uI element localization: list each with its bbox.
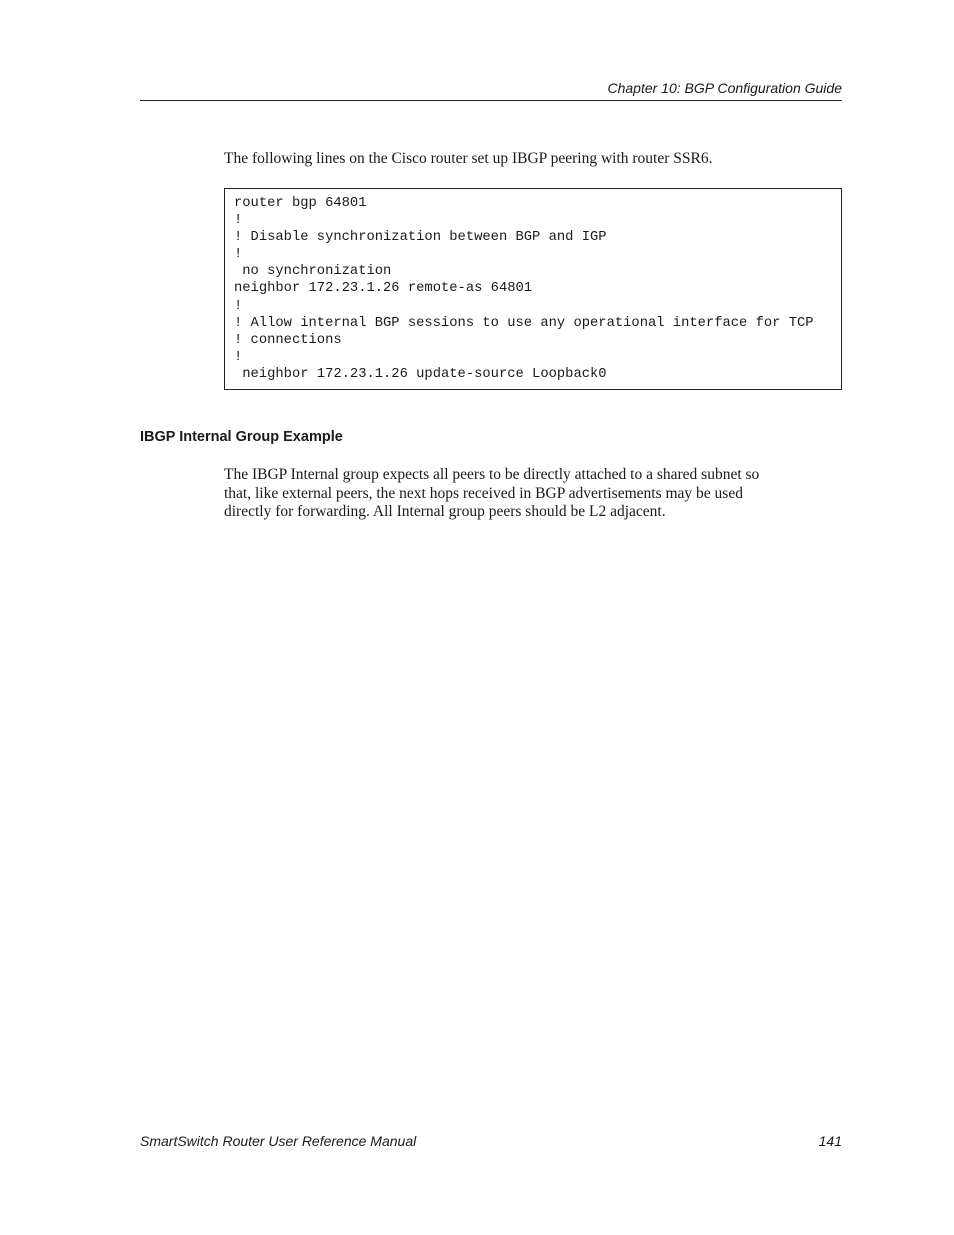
- footer-manual-title: SmartSwitch Router User Reference Manual: [140, 1133, 417, 1149]
- paragraph-line: directly for forwarding. All Internal group peers should be L2 adjacent.: [224, 503, 666, 520]
- code-line: ! Allow internal BGP sessions to use any operational interface for TCP: [234, 315, 814, 331]
- code-line: !: [234, 298, 243, 314]
- paragraph-line: that, like external peers, the next hops received in BGP advertisements may be used: [224, 484, 743, 502]
- section-heading: IBGP Internal Group Example: [140, 429, 343, 445]
- code-line: !: [234, 213, 243, 229]
- code-line: ! connections: [234, 332, 342, 348]
- code-line: neighbor 172.23.1.26 remote-as 64801: [234, 281, 533, 297]
- header-divider: [140, 100, 842, 101]
- page-number: 141: [818, 1133, 842, 1149]
- code-line: !: [234, 247, 243, 263]
- section-paragraph: [224, 466, 844, 522]
- running-header: Chapter 10: BGP Configuration Guide: [607, 80, 842, 96]
- code-line: ! Disable synchronization between BGP and IGP: [234, 230, 607, 246]
- code-line: no synchronization: [234, 264, 392, 280]
- intro-paragraph: The following lines on the Cisco router set up IBGP peering with router SSR6.: [224, 150, 713, 167]
- paragraph-line: The IBGP Internal group expects all peers to be directly attached to a shared subnet so: [224, 466, 760, 483]
- code-line: !: [234, 349, 243, 365]
- code-lines: [234, 195, 814, 383]
- code-line: neighbor 172.23.1.26 update-source Loopback0: [234, 366, 607, 382]
- code-line: router bgp 64801: [234, 196, 367, 211]
- code-block: [224, 188, 842, 390]
